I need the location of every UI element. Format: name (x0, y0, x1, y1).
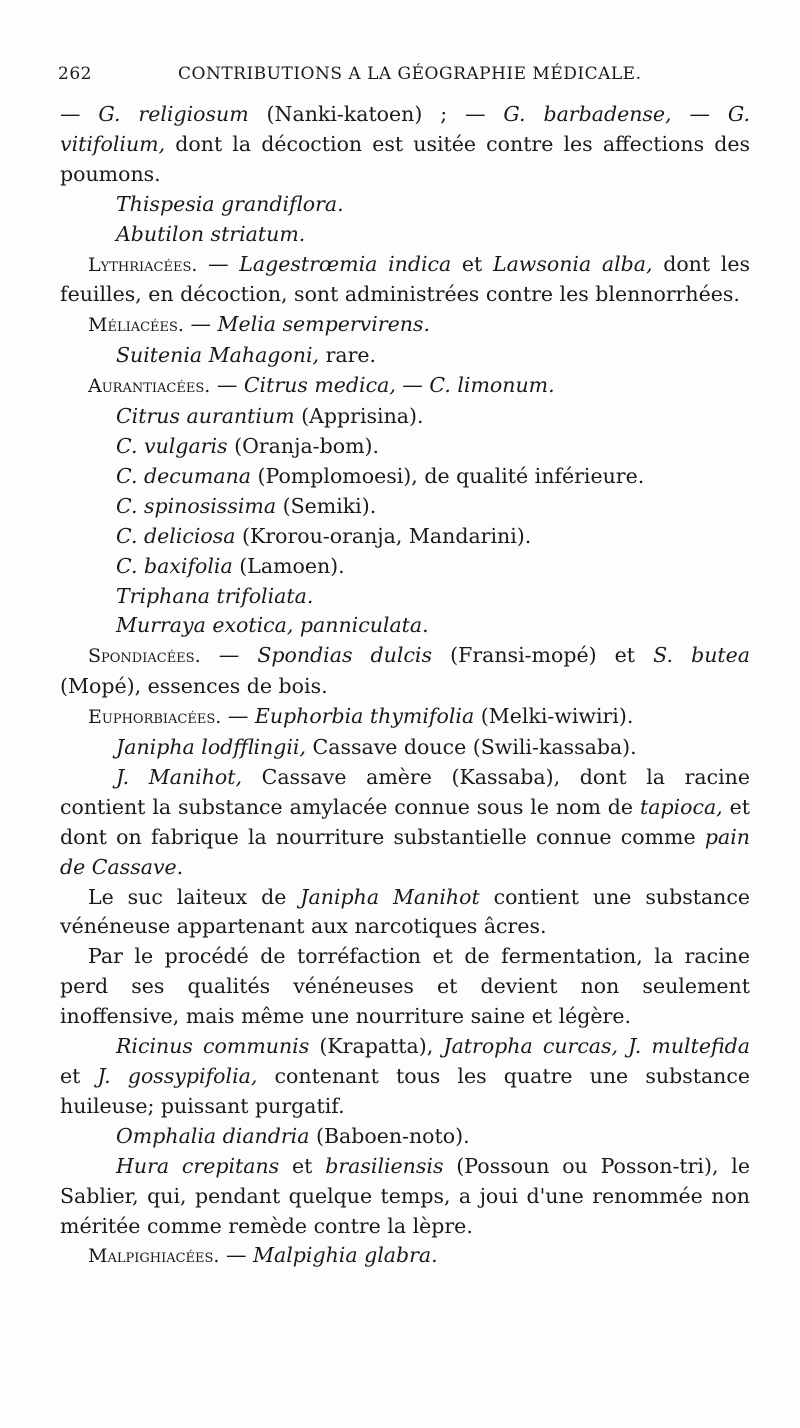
paragraph: J. Manihot, Cassave amère (Kassaba), dont la racine contient la substance amylacée connue sous le nom de tapioca, et dont on fabrique la nourriture substantielle connue comme pain de Cassave. (60, 764, 750, 879)
species-entry: C. decumana (Pomplomoesi), de qualité inférieure. (116, 463, 645, 488)
family-entry: Lythriacées. — Lagestrœmia indica et Lawsonia alba, dont les feuilles, en décoction, sont administrées contre les blennorrhées. (60, 251, 750, 307)
family-entry: Aurantiacées. — Citrus medica, — C. limonum. (88, 373, 555, 398)
family-entry: Méliacées. — Melia sempervirens. (88, 312, 430, 337)
species-entry: Thispesia grandiflora. (116, 191, 344, 216)
family-entry: Spondiacées. — Spondias dulcis (Fransi-mopé) et S. butea (Mopé), essences de bois. (60, 643, 750, 699)
species-entry: Abutilon striatum. (116, 221, 306, 246)
species-entry: Omphalia diandria (Baboen-noto). (116, 1123, 470, 1148)
paragraph: Le suc laiteux de Janipha Manihot contient une substance vénéneuse appartenant aux narcotiques âcres. (60, 884, 750, 939)
running-title: CONTRIBUTIONS A LA GÉOGRAPHIE MÉDICALE. (178, 64, 642, 84)
species-entry: C. baxifolia (Lamoen). (116, 553, 345, 578)
paragraph: — G. religiosum (Nanki-katoen) ; — G. barbadense, — G. vitifolium, dont la décoction est usitée contre les affections des poumons. (60, 102, 750, 186)
species-entry: Suitenia Mahagoni, rare. (116, 343, 377, 368)
species-entry: Murraya exotica, panniculata. (116, 613, 429, 638)
species-entry: C. vulgaris (Oranja-bom). (116, 433, 380, 458)
species-entry: Citrus aurantium (Apprisina). (116, 404, 424, 429)
species-entry: C. deliciosa (Krorou-oranja, Mandarini). (116, 523, 532, 548)
paragraph: Hura crepitans et brasiliensis (Possoun ou Posson-tri), le Sablier, qui, pendant quelque temps, a joui d'une renommée non méritée comme remède contre la lèpre. (60, 1153, 750, 1238)
family-entry: Euphorbiacées. — Euphorbia thymifolia (Melki-wiwiri). (88, 704, 634, 729)
family-entry: Malpighiacées. — Malpighia glabra. (88, 1243, 438, 1268)
page-number: 262 (58, 64, 92, 84)
paragraph: Par le procédé de torréfaction et de fermentation, la racine perd ses qualités vénéneuses et devient non seulement inoffensive, mais même une nourriture saine et légère. (60, 944, 750, 1029)
species-entry: C. spinosissima (Semiki). (116, 493, 377, 518)
paragraph: Ricinus communis (Krapatta), Jatropha curcas, J. multefida et J. gossypifolia, contenant tous les quatre une substance huileuse; puissant purgatif. (60, 1034, 750, 1118)
species-entry: Janipha lodfflingii, Cassave douce (Swili-kassaba). (116, 735, 637, 760)
species-entry: Triphana trifoliata. (116, 583, 314, 608)
page-body (60, 100, 750, 1272)
